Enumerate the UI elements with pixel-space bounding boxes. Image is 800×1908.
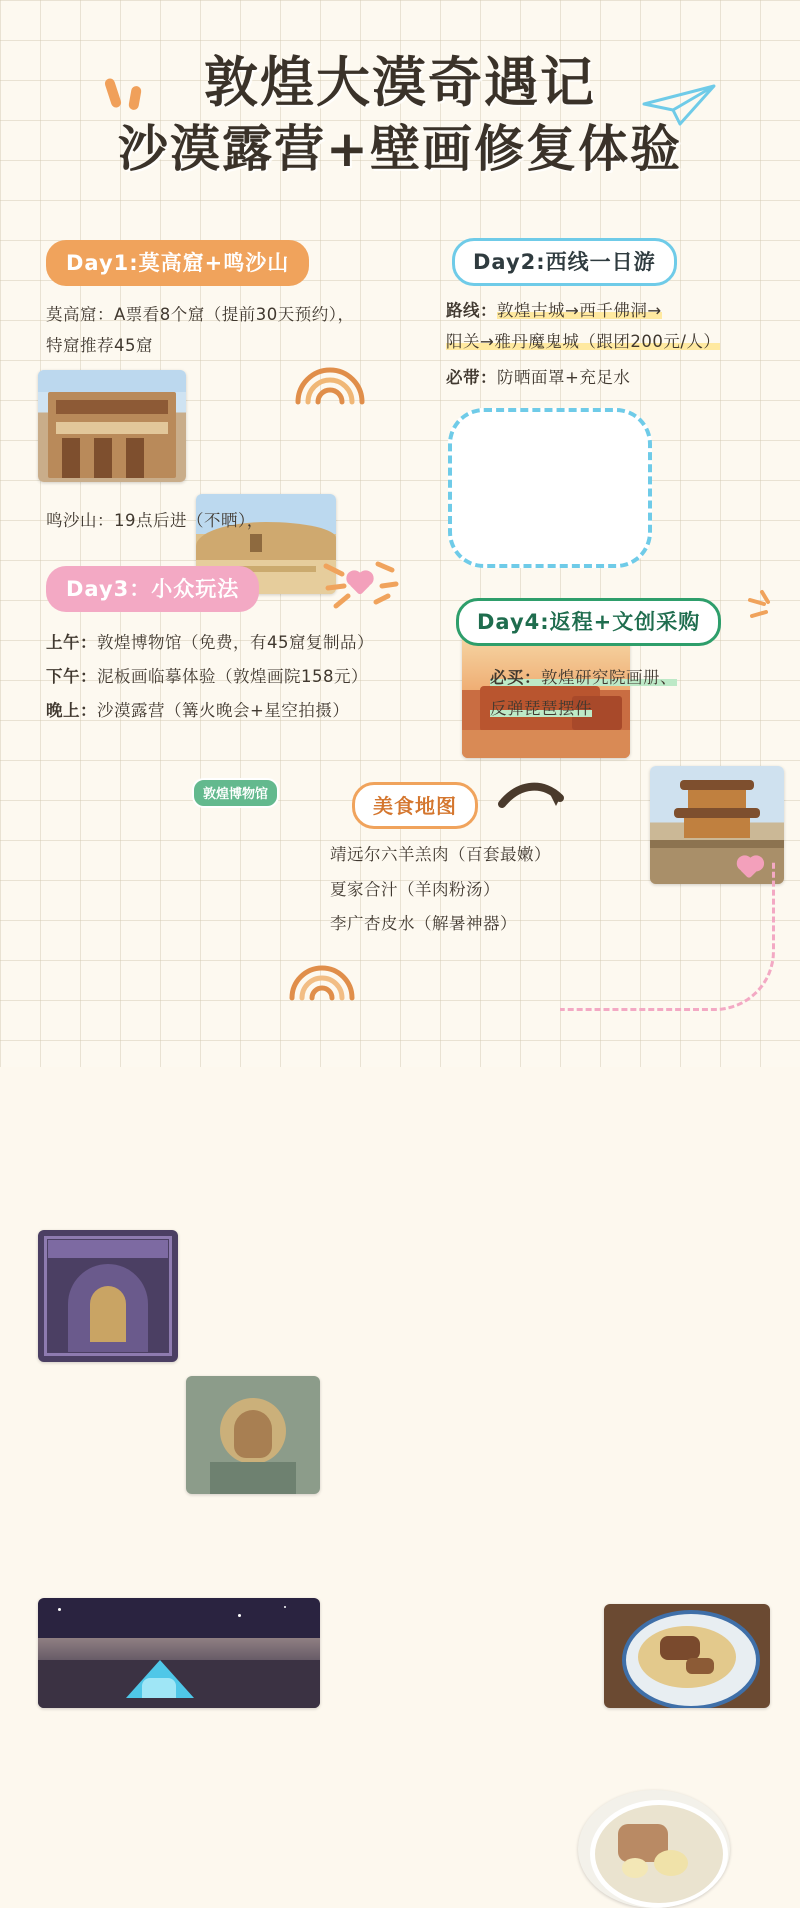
day1-line-2: 特窟推荐45窟 — [46, 335, 153, 355]
day1-pill — [46, 240, 309, 286]
day3-line-1-label: 上午： — [46, 633, 97, 652]
day1-pill-label: Day1:莫高窟+鸣沙山 — [46, 240, 309, 286]
photo-desert-camping — [38, 1598, 320, 1708]
day3-line-1: 敦煌博物馆（免费，有45窟复制品） — [97, 633, 374, 652]
paper-plane-icon — [640, 80, 720, 135]
food-item: 夏家合汁（羊肉粉汤） — [330, 879, 500, 899]
day1-line-1: 莫高窟：A票看8个窟（提前30天预约）， — [46, 305, 355, 324]
day1-line-3: 鸣沙山：19点后进（不晒）， — [46, 511, 264, 530]
decorative-dashed-frame — [560, 862, 775, 1011]
food-map-pill — [352, 782, 478, 829]
day2-line-3-label: 必带： — [446, 368, 497, 388]
day2-photo-frame — [448, 408, 652, 568]
day4-pill — [456, 598, 721, 646]
photo-mogao-grottoes — [38, 370, 186, 482]
title-line-1: 敦煌大漠奇遇记 — [204, 51, 596, 114]
day4-line-2: 反弹琵琶摆件 — [490, 699, 592, 719]
day3-pill-label: Day3：小众玩法 — [46, 566, 259, 612]
day3-pill — [46, 566, 259, 612]
day4-text — [490, 662, 770, 725]
day3-line-2: 泥板画临摹体验（敦煌画院158元） — [97, 666, 368, 686]
photo-lamb-soup — [578, 1790, 730, 1908]
day2-line-1-label: 路线： — [446, 301, 497, 320]
day2-line-1: 敦煌古城→西千佛洞→ — [497, 301, 662, 320]
photo-cave-ceiling — [38, 1230, 178, 1362]
day2-line-2: 阳关→雅丹魔鬼城（跟团200元/人） — [446, 331, 721, 351]
photo-lamb-noodle-bowl — [604, 1604, 770, 1708]
day2-line-3: 防晒面罩+充足水 — [497, 368, 631, 388]
day2-pill-label: Day2:西线一日游 — [452, 238, 677, 286]
rainbow-icon — [286, 956, 358, 1009]
day3-line-3-label: 晚上： — [46, 700, 97, 720]
sparkle-icon — [742, 586, 788, 631]
day4-pill-label: Day4:返程+文创采购 — [456, 598, 721, 646]
day3-text — [46, 626, 446, 727]
day2-text — [446, 296, 766, 394]
day4-line-1: 敦煌研究院画册、 — [541, 668, 677, 687]
curved-arrow-icon — [498, 778, 568, 823]
photo-mural-buddha — [186, 1376, 320, 1494]
food-item: 靖远尔六羊羔肉（百套最嫩） — [330, 845, 551, 864]
day1-text — [46, 300, 416, 361]
day3-line-2-label: 下午： — [46, 666, 97, 686]
food-map-pill-label: 美食地图 — [352, 782, 478, 829]
museum-photo-tag: 敦煌博物馆 — [192, 778, 279, 808]
food-item: 李广杏皮水（解暑神器） — [330, 914, 517, 934]
rainbow-icon — [292, 358, 368, 411]
day2-pill — [452, 238, 677, 286]
title-line-2: 沙漠露营+壁画修复体验 — [118, 120, 682, 179]
day3-line-3: 沙漠露营（篝火晚会+星空拍摄） — [97, 700, 350, 720]
day4-line-1-label: 必买： — [490, 668, 541, 687]
